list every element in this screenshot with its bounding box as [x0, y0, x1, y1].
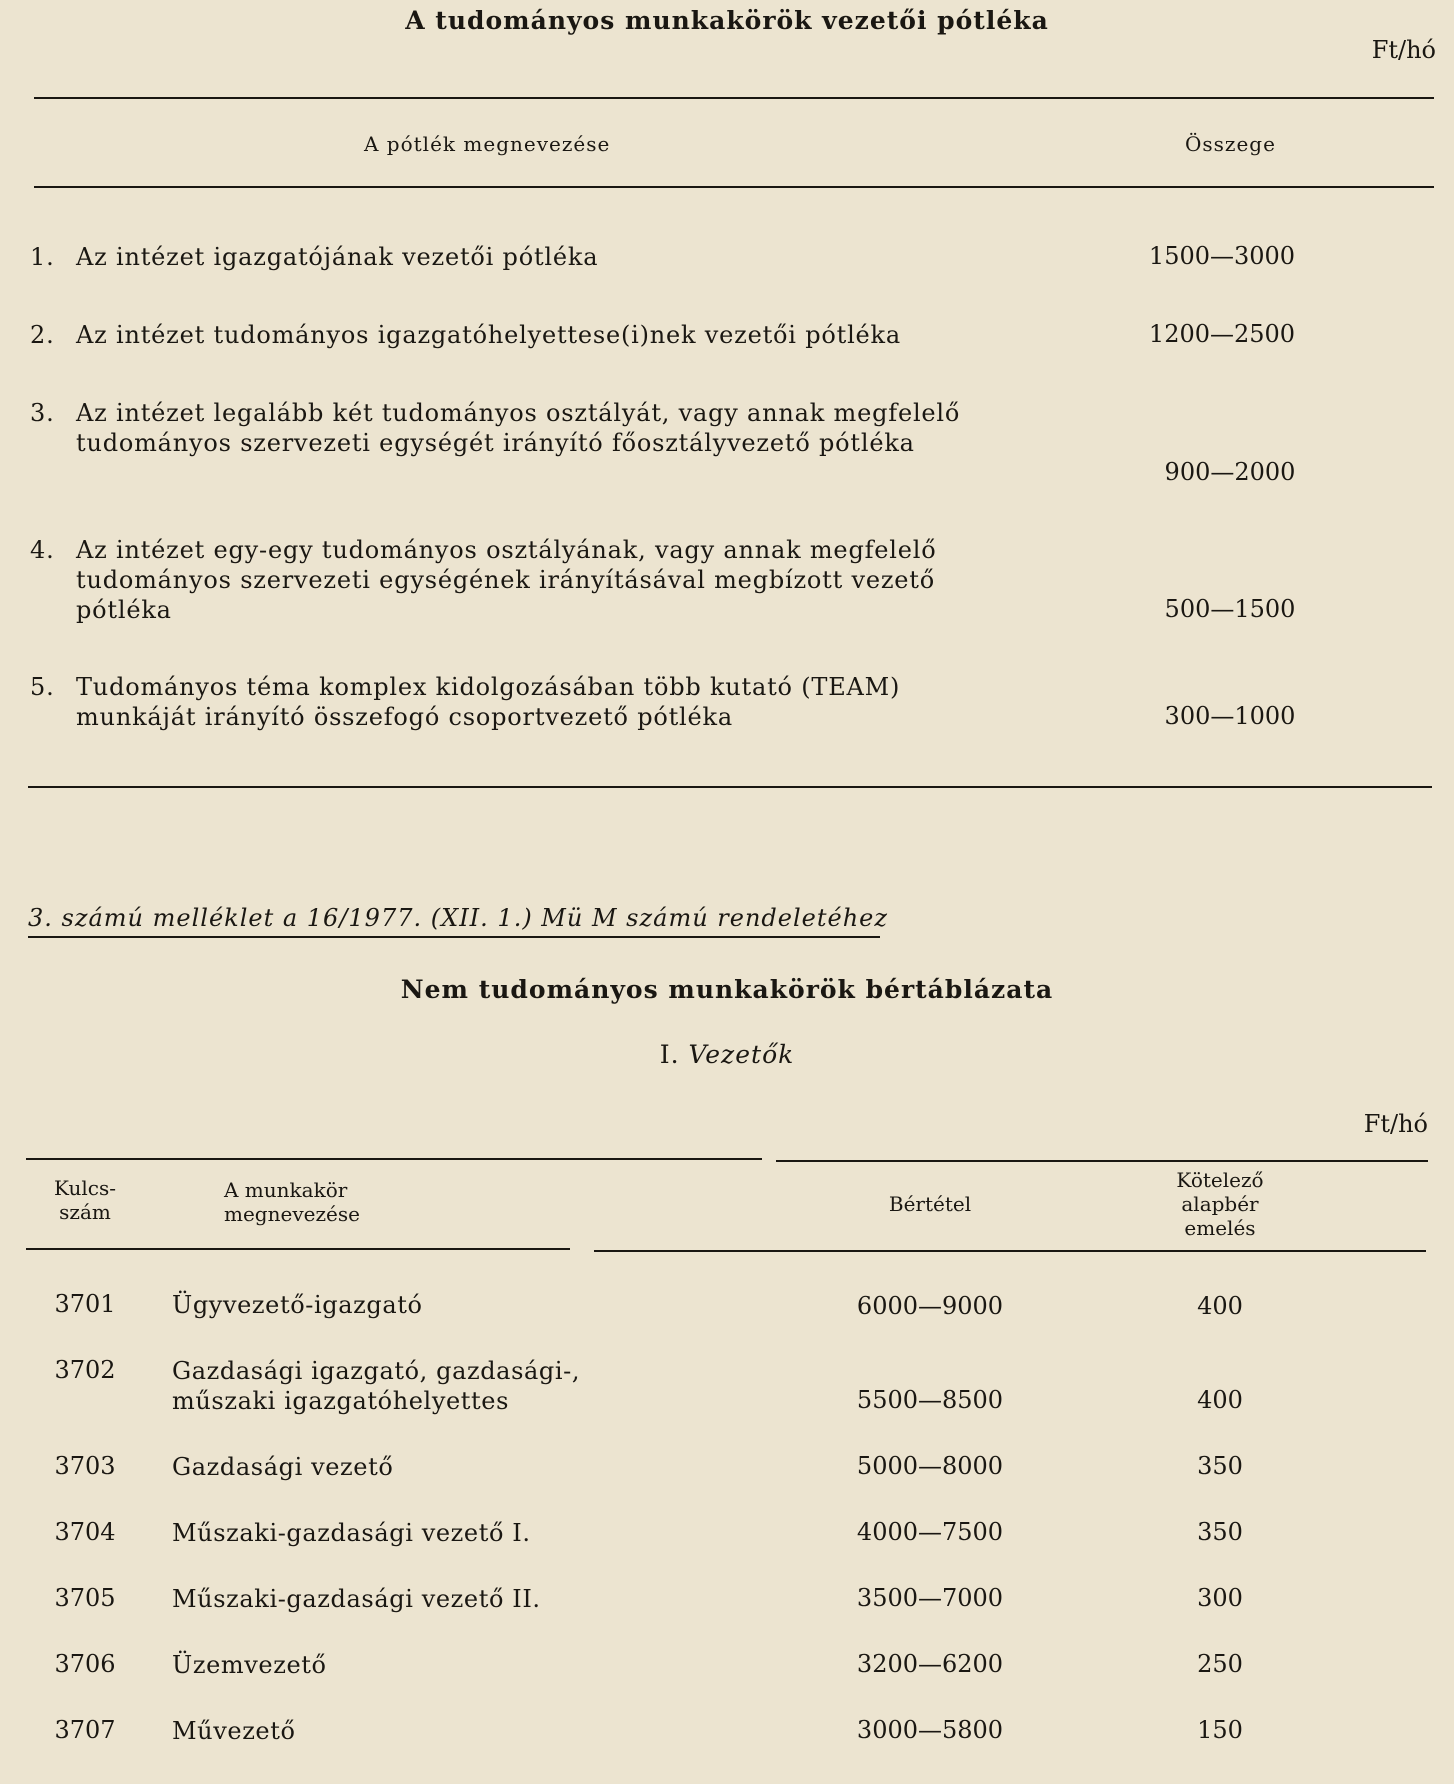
row-raise: 400 — [1197, 1292, 1243, 1320]
allowance-item-num: 5. — [30, 673, 55, 701]
row-wage: 3500—7000 — [856, 1584, 1004, 1612]
row-key: 3707 — [54, 1716, 116, 1744]
row-name: Művezető — [172, 1717, 296, 1745]
row-raise: 400 — [1197, 1386, 1243, 1414]
allowance-item-num: 2. — [30, 321, 55, 349]
row-name: Gazdasági vezető — [172, 1453, 394, 1481]
row-name: Műszaki-gazdasági vezető I. — [172, 1519, 531, 1547]
header-name-line1: A munkakör — [224, 1178, 348, 1202]
header-name — [224, 1178, 360, 1226]
allowance-item-text: Tudományos téma komplex kidolgozásában több kutató (TEAM) munkáját irányító összefogó csoportvezető pótléka — [76, 673, 901, 731]
allowance-header-name: A pótlék megnevezése — [364, 132, 611, 156]
allowance-item-text: Az intézet egy-egy tudományos osztályának, vagy annak megfelelő tudományos szervezeti egységének irányításával megbízott vezető pótléka — [76, 536, 937, 624]
salary-rule-top-left — [26, 1158, 762, 1160]
row-name: Ügyvezető-igazgató — [172, 1291, 423, 1319]
header-key-line2: szám — [59, 1200, 111, 1224]
annex-reference — [28, 904, 888, 932]
row-name: Üzemvezető — [172, 1651, 327, 1679]
annex-underline — [28, 936, 880, 938]
row-raise: 350 — [1197, 1452, 1243, 1480]
row-raise: 150 — [1197, 1716, 1243, 1744]
row-key: 3706 — [54, 1650, 116, 1678]
salary-table-subtitle — [0, 1040, 1454, 1069]
salary-rule-top-right — [776, 1160, 1428, 1162]
table-rule-header — [34, 186, 1434, 188]
subtitle-number: I. — [659, 1040, 680, 1069]
salary-table-title: Nem tudományos munkakörök bértáblázata — [400, 975, 1054, 1004]
header-key-line1: Kulcs- — [53, 1176, 116, 1200]
annex-reference-text: 3. számú melléklet a 16/1977. (XII. 1.) Mü M számú rendeletéhez — [28, 904, 889, 932]
allowance-item-amount: 300—1000 — [1164, 702, 1296, 730]
header-wage: Bértétel — [888, 1192, 972, 1216]
header-raise-line3: emelés — [1184, 1216, 1256, 1240]
header-key — [40, 1176, 130, 1224]
allowance-item-num: 3. — [30, 399, 55, 427]
row-wage: 4000—7500 — [856, 1518, 1004, 1546]
allowance-item-num: 4. — [30, 536, 55, 564]
row-key: 3703 — [54, 1452, 116, 1480]
row-wage: 6000—9000 — [856, 1292, 1004, 1320]
header-raise-line2: alapbér — [1181, 1192, 1259, 1216]
subtitle-text: Vezetők — [688, 1040, 795, 1069]
header-raise-line1: Kötelező — [1176, 1168, 1264, 1192]
row-raise: 250 — [1197, 1650, 1243, 1678]
row-key: 3704 — [54, 1518, 116, 1546]
salary-unit: Ft/hó — [1363, 1110, 1428, 1138]
table-rule-top — [34, 97, 1434, 99]
allowance-item-amount: 500—1500 — [1164, 595, 1296, 623]
allowance-unit: Ft/hó — [1371, 36, 1436, 64]
row-raise: 300 — [1197, 1584, 1243, 1612]
header-raise — [1140, 1168, 1300, 1240]
allowance-item-num: 1. — [30, 243, 55, 271]
row-key: 3702 — [54, 1356, 116, 1384]
allowance-item-amount: 900—2000 — [1164, 458, 1296, 486]
salary-rule-header-right — [594, 1250, 1426, 1252]
row-key: 3705 — [54, 1584, 116, 1612]
table-rule-bottom — [28, 786, 1432, 788]
row-wage: 3000—5800 — [856, 1716, 1004, 1744]
row-wage: 3200—6200 — [856, 1650, 1004, 1678]
allowance-header-amount: Összege — [1185, 132, 1276, 156]
row-raise: 350 — [1197, 1518, 1243, 1546]
allowance-item-text: Az intézet igazgatójának vezetői pótléka — [76, 243, 599, 271]
salary-rule-header-left — [26, 1248, 570, 1250]
row-wage: 5500—8500 — [856, 1386, 1004, 1414]
row-wage: 5000—8000 — [856, 1452, 1004, 1480]
header-name-line2: megnevezése — [224, 1202, 360, 1226]
row-name: Gazdasági igazgató, gazdasági-, műszaki igazgatóhelyettes — [172, 1357, 581, 1415]
allowance-item-text: Az intézet tudományos igazgatóhelyettese(i)nek vezetői pótléka — [76, 321, 901, 349]
allowance-table-title: A tudományos munkakörök vezetői pótléka — [405, 6, 1049, 35]
allowance-item-text: Az intézet legalább két tudományos osztályát, vagy annak megfelelő tudományos szervezeti egységét irányító főosztályvezető pótléka — [76, 399, 961, 457]
row-name: Műszaki-gazdasági vezető II. — [172, 1585, 541, 1613]
allowance-item-amount: 1200—2500 — [1148, 320, 1296, 348]
row-key: 3701 — [54, 1290, 116, 1318]
allowance-item-amount: 1500—3000 — [1148, 242, 1296, 270]
